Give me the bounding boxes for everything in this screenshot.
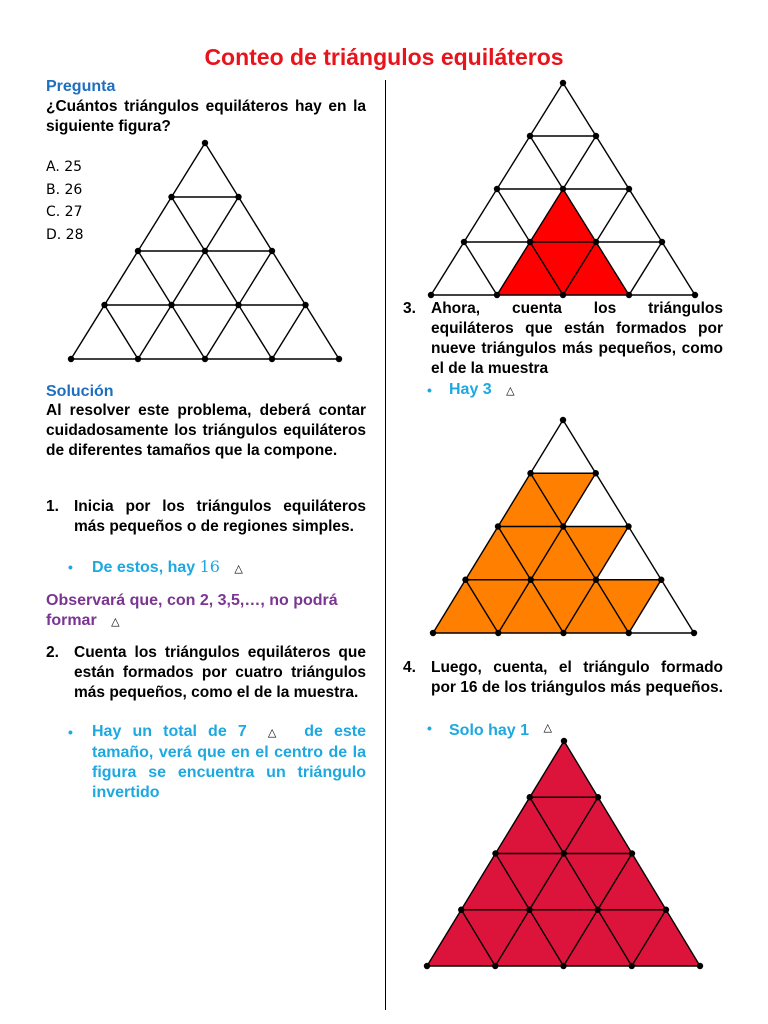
- vertex-dot: [495, 630, 501, 636]
- bullet-icon: •: [427, 382, 432, 398]
- vertex-dot: [560, 186, 566, 192]
- vertex-dot: [202, 248, 208, 254]
- vertex-dot: [658, 577, 664, 583]
- vertex-dot: [691, 630, 697, 636]
- vertex-dot: [428, 292, 434, 298]
- vertex-dot: [430, 630, 436, 636]
- step-1: [46, 497, 366, 537]
- option-b[interactable]: B. 26: [46, 181, 83, 198]
- step-3-text: Ahora, cuenta los triángulos equiláteros que están formados por nueve triángulos más pequeños, como el de la muestra: [431, 300, 723, 377]
- solution-heading: Solución: [46, 383, 114, 400]
- column-divider: [385, 80, 386, 1010]
- solution-intro: Al resolver este problema, deberá contar cuidadosamente los triángulos equiláteros de diferentes tamaños que la compone.: [46, 402, 366, 459]
- vertex-dot: [629, 850, 635, 856]
- step-2-bullet-b: de este: [304, 723, 367, 740]
- vertex-dot: [528, 577, 534, 583]
- step-4-bullet-text: Solo hay 1: [449, 722, 530, 739]
- vertex-dot: [595, 907, 601, 913]
- grid-line: [172, 197, 273, 359]
- vertex-dot: [495, 523, 501, 529]
- step-4-bullet: [427, 718, 552, 741]
- vertex-dot: [527, 133, 533, 139]
- step-2-bullet-a: Hay un total de 7: [92, 723, 247, 740]
- step-4: [403, 658, 723, 698]
- step-2-bullet-c: tamaño, verá que en el centro de la figura se encuentra un triángulo invertido: [92, 744, 366, 801]
- vertex-dot: [135, 356, 141, 362]
- grid-line: [629, 242, 662, 295]
- vertex-dot: [659, 239, 665, 245]
- answer-options: [46, 156, 84, 246]
- triangle-icon: △: [506, 385, 515, 397]
- vertex-dot: [168, 302, 174, 308]
- vertex-dot: [494, 292, 500, 298]
- grid-line: [138, 197, 239, 359]
- vertex-dot: [560, 292, 566, 298]
- step-4-text: Luego, cuenta, el triángulo formado por 16 de los triángulos más pequeños.: [431, 659, 723, 696]
- vertex-dot: [462, 577, 468, 583]
- vertex-dot: [626, 292, 632, 298]
- page-title: Conteo de triángulos equiláteros: [204, 44, 564, 70]
- vertex-dot: [595, 794, 601, 800]
- vertex-dot: [202, 356, 208, 362]
- vertex-dot: [593, 239, 599, 245]
- vertex-dot: [235, 194, 241, 200]
- vertex-dot: [527, 470, 533, 476]
- step-1-number: 1.: [46, 498, 59, 515]
- vertex-dot: [527, 239, 533, 245]
- vertex-dot: [629, 963, 635, 969]
- step-1-count: 16: [199, 557, 220, 576]
- question-text: ¿Cuántos triángulos equiláteros hay en la siguiente figura?: [46, 98, 366, 135]
- step-2-bullet: [68, 722, 366, 803]
- triangle-icon: △: [543, 722, 552, 734]
- bullet-icon: •: [427, 720, 432, 736]
- vertex-dot: [560, 963, 566, 969]
- vertex-dot: [527, 794, 533, 800]
- vertex-dot: [626, 630, 632, 636]
- step-3-number: 3.: [403, 300, 416, 317]
- step-3-bullet: [427, 380, 515, 401]
- vertex-dot: [625, 523, 631, 529]
- vertex-dot: [593, 133, 599, 139]
- step-1-bullet-text: De estos, hay: [92, 559, 196, 576]
- step-1-text: Inicia por los triángulos equiláteros más pequeños o de regiones simples.: [74, 498, 366, 535]
- step-4-number: 4.: [403, 659, 416, 676]
- vertex-dot: [269, 356, 275, 362]
- vertex-dot: [561, 738, 567, 744]
- vertex-dot: [168, 194, 174, 200]
- bullet-icon: •: [68, 724, 73, 740]
- vertex-dot: [101, 302, 107, 308]
- vertex-dot: [560, 417, 566, 423]
- grid-line: [105, 305, 139, 359]
- vertex-dot: [68, 356, 74, 362]
- note-text: Observará que, con 2, 3,5,…, no podrá formar: [46, 592, 338, 629]
- triangle-icon: △: [111, 616, 120, 628]
- step-3: [403, 299, 723, 379]
- small-triangle: [530, 189, 596, 242]
- vertex-dot: [494, 186, 500, 192]
- grid-line: [464, 242, 497, 295]
- vertex-dot: [593, 577, 599, 583]
- step-2-text: Cuenta los triángulos equiláteros que están formados por cuatro triángulos más pequeños, como el de la muestra.: [74, 644, 366, 701]
- vertex-dot: [561, 850, 567, 856]
- triangle-icon: △: [234, 563, 243, 575]
- vertex-dot: [458, 907, 464, 913]
- step-3-bullet-text: Hay 3: [449, 381, 492, 398]
- vertex-dot: [560, 523, 566, 529]
- vertex-dot: [560, 630, 566, 636]
- bullet-icon: •: [68, 559, 73, 575]
- vertex-dot: [302, 302, 308, 308]
- vertex-dot: [593, 470, 599, 476]
- vertex-dot: [663, 907, 669, 913]
- vertex-dot: [235, 302, 241, 308]
- note: [46, 591, 371, 632]
- vertex-dot: [202, 140, 208, 146]
- vertex-dot: [269, 248, 275, 254]
- vertex-dot: [336, 356, 342, 362]
- step-4-full-figure: [0, 0, 1, 1]
- vertex-dot: [697, 963, 703, 969]
- vertex-dot: [461, 239, 467, 245]
- vertex-dot: [135, 248, 141, 254]
- vertex-dot: [492, 963, 498, 969]
- question-heading: Pregunta: [46, 78, 116, 95]
- option-a[interactable]: A. 25: [46, 159, 83, 175]
- option-c[interactable]: C. 27: [46, 204, 83, 220]
- vertex-dot: [692, 292, 698, 298]
- small-triangle: [530, 741, 598, 797]
- vertex-dot: [526, 907, 532, 913]
- step-2: [46, 643, 366, 703]
- step-2-number: 2.: [46, 644, 59, 661]
- triangle-icon: △: [267, 727, 284, 739]
- option-d[interactable]: D. 28: [46, 226, 84, 243]
- vertex-dot: [424, 963, 430, 969]
- step-1-bullet: [68, 557, 368, 579]
- vertex-dot: [626, 186, 632, 192]
- vertex-dot: [560, 80, 566, 86]
- grid-line: [272, 305, 306, 359]
- vertex-dot: [492, 850, 498, 856]
